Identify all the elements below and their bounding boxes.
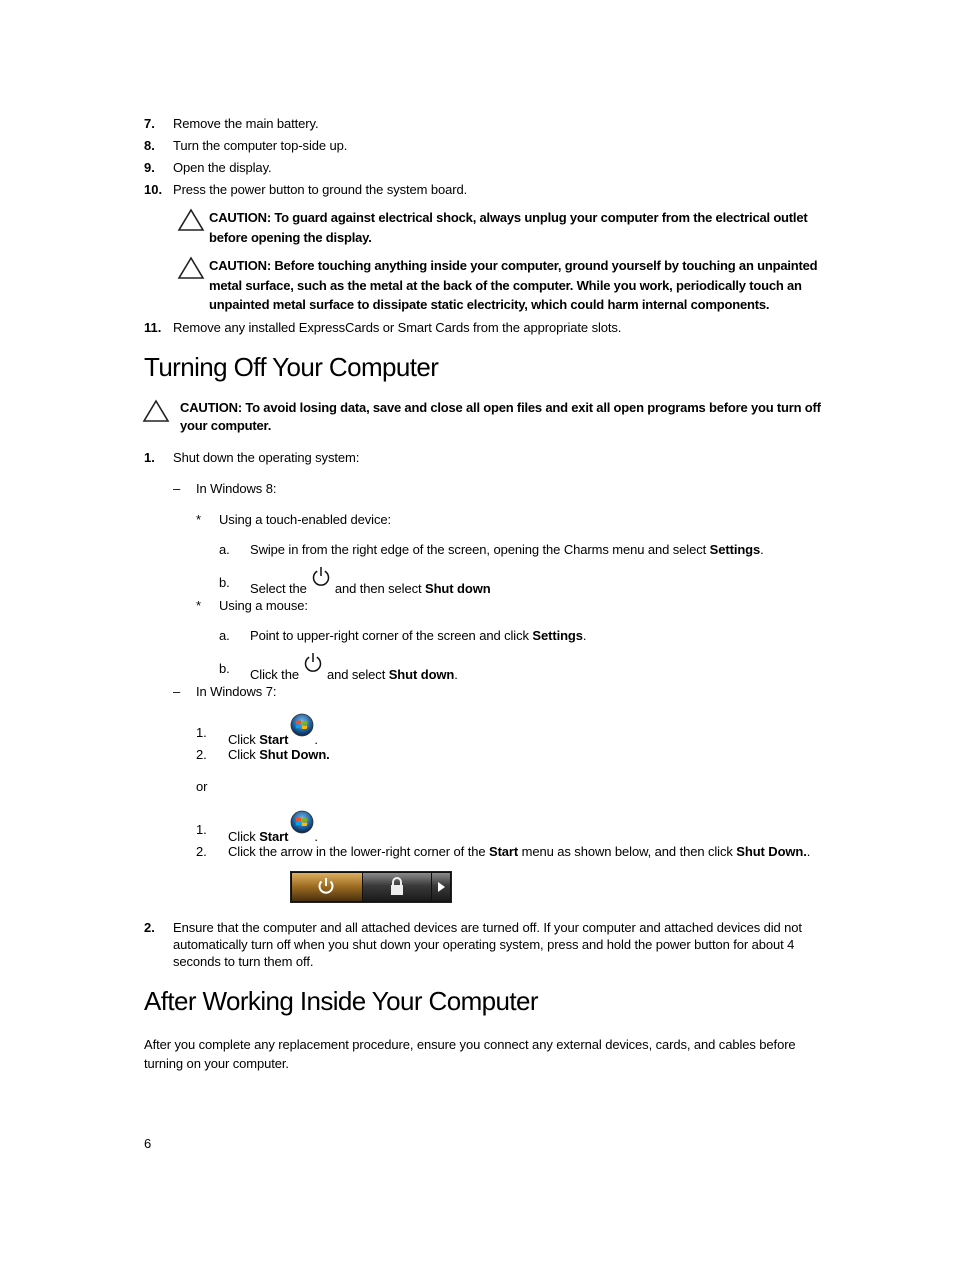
- list-item-text: Click the and select Shut down.: [250, 652, 458, 687]
- list-item-text: Click Shut Down.: [228, 747, 330, 762]
- windows-start-orb-icon: [290, 810, 314, 834]
- numbered-marker: 2.: [196, 747, 207, 762]
- start-label: Start: [489, 844, 519, 859]
- shutdown-button-bar-icon: [290, 871, 452, 903]
- step-number: 1.: [144, 450, 155, 465]
- star-bullet: *: [196, 598, 201, 613]
- step-text: Remove the main battery.: [173, 116, 319, 131]
- list-item-text: In Windows 8:: [196, 481, 277, 496]
- start-label: Start: [259, 829, 289, 844]
- step-text: automatically turn off when you shut down your operating system, press and hold the power button for about 4: [173, 937, 795, 952]
- step-text: Remove any installed ExpressCards or Smart Cards from the appropriate slots.: [173, 320, 622, 335]
- settings-label: Settings: [532, 628, 583, 643]
- list-item-text: Click Start .: [228, 713, 318, 753]
- step-number: 9.: [144, 160, 155, 175]
- numbered-marker: 1.: [196, 822, 207, 837]
- step-text: Press the power button to ground the system board.: [173, 182, 468, 197]
- list-item-text: Point to upper-right corner of the screen and click Settings.: [250, 628, 587, 643]
- numbered-marker: 1.: [196, 725, 207, 740]
- list-item-text: Using a mouse:: [219, 598, 308, 613]
- windows-start-orb-icon: [290, 713, 314, 737]
- power-icon: [303, 652, 323, 674]
- star-bullet: *: [196, 512, 201, 527]
- caution-note: CAUTION: Before touching anything inside your computer, ground yourself by touching an unpainted metal surface, such as the metal at the back of the computer. While you work, periodically touch an unpainted metal surface to dissipate static electricity, which could harm internal components.: [209, 258, 818, 312]
- shut-down-label: Shut down: [425, 581, 491, 596]
- step-text: Turn the computer top-side up.: [173, 138, 348, 153]
- step-number: 11.: [144, 320, 162, 335]
- list-item-text: Click Start .: [228, 810, 318, 850]
- step-number: 8.: [144, 138, 155, 153]
- step-text: seconds to turn them off.: [173, 954, 314, 969]
- list-item-text: In Windows 7:: [196, 684, 277, 699]
- step-number: 2.: [144, 920, 155, 935]
- paragraph-text: After you complete any replacement procedure, ensure you connect any external devices, cards, and cables before: [144, 1037, 796, 1052]
- caution-note: CAUTION: To avoid losing data, save and close all open files and exit all open programs before you turn off your computer.: [180, 400, 821, 433]
- section-heading: After Working Inside Your Computer: [144, 986, 538, 1016]
- shut-down-label: Shut Down.: [259, 747, 330, 762]
- letter-marker: b.: [219, 575, 230, 590]
- dash-bullet: –: [173, 481, 181, 496]
- shut-down-label: Shut Down.: [736, 844, 807, 859]
- page-number: 6: [144, 1136, 152, 1151]
- numbered-marker: 2.: [196, 844, 207, 859]
- step-text: Ensure that the computer and all attached devices are turned off. If your computer and attached devices did not: [173, 920, 802, 935]
- letter-marker: b.: [219, 661, 230, 676]
- step-text: Open the display.: [173, 160, 272, 175]
- letter-marker: a.: [219, 628, 230, 643]
- paragraph-text: turning on your computer.: [144, 1056, 289, 1071]
- warning-triangle-icon: [142, 399, 170, 423]
- or-text: or: [196, 779, 208, 794]
- list-item-text: Select the and then select Shut down: [250, 566, 491, 601]
- list-item-text: Click the arrow in the lower-right corner of the Start menu as shown below, and then click Shut Down..: [228, 844, 811, 859]
- settings-label: Settings: [709, 542, 761, 557]
- list-item-text: Using a touch-enabled device:: [219, 512, 391, 527]
- warning-triangle-icon: [177, 256, 205, 280]
- dash-bullet: –: [173, 684, 181, 699]
- start-label: Start: [259, 732, 289, 747]
- shut-down-label: Shut down: [388, 667, 455, 682]
- step-number: 10.: [144, 182, 163, 197]
- caution-note: CAUTION: To guard against electrical shock, always unplug your computer from the electrical outlet before opening the display.: [209, 210, 808, 245]
- section-heading: Turning Off Your Computer: [144, 352, 439, 382]
- warning-triangle-icon: [177, 208, 205, 232]
- list-item-text: Swipe in from the right edge of the screen, opening the Charms menu and select Settings.: [250, 542, 764, 557]
- step-number: 7.: [144, 116, 155, 131]
- power-icon: [311, 566, 331, 588]
- step-text: Shut down the operating system:: [173, 450, 360, 465]
- letter-marker: a.: [219, 542, 230, 557]
